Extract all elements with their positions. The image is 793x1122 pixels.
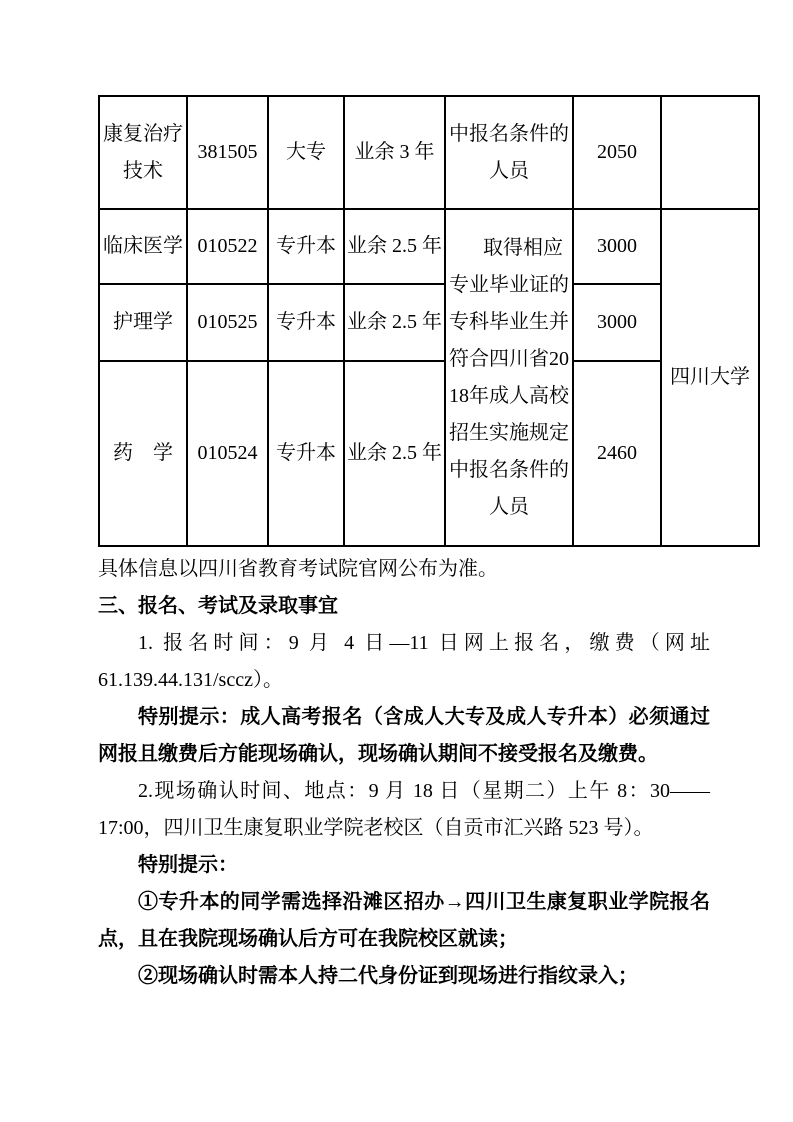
enrollment-fee-table: [98, 95, 760, 547]
duration-cell: 业余 2.5 年: [344, 361, 445, 546]
level-cell: 专升本: [268, 209, 344, 284]
paragraph-special-notice-1: 特别提示：成人高考报名（含成人大专及成人专升本）必须通过网报且缴费后方能现场确认，现场确认期间不接受报名及缴费。: [98, 706, 710, 765]
table-row: [99, 209, 759, 284]
code-cell: 010524: [187, 361, 268, 546]
code-cell: 010522: [187, 209, 268, 284]
table-row: [99, 96, 759, 209]
table-row: [99, 361, 759, 546]
paragraph-notice-item-1: ①专升本的同学需选择沿滩区招办→四川卫生康复职业学院报名点，且在我院现场确认后方可在我院校区就读；: [98, 891, 710, 950]
paragraph-registration-time: 1. 报名时间：9 月 4 日—11 日网上报名，缴费（网址 61.139.44.131/sccz）。: [98, 632, 710, 691]
school-merged-cell: 四川大学: [661, 209, 759, 546]
major-cell: 康复治疗技术: [99, 96, 187, 209]
official-note: 具体信息以四川省教育考试院官网公布为准。: [98, 558, 498, 580]
level-cell: 专升本: [268, 361, 344, 546]
tuition-cell: 2050: [573, 96, 661, 209]
major-cell: 护理学: [99, 284, 187, 361]
level-cell: 大专: [268, 96, 344, 209]
requirement-cell: 中报名条件的人员: [445, 96, 573, 209]
code-cell: 010525: [187, 284, 268, 361]
major-cell: 药 学: [99, 361, 187, 546]
paragraph-notice-item-2: ②现场确认时需本人持二代身份证到现场进行指纹录入；: [138, 965, 638, 987]
tuition-cell: 3000: [573, 209, 661, 284]
duration-cell: 业余 2.5 年: [344, 209, 445, 284]
requirement-merged-cell: 取得相应专业毕业证的专科毕业生并符合四川省2018年成人高校招生实施规定中报名条件的人员: [445, 209, 573, 546]
code-cell: 381505: [187, 96, 268, 209]
tuition-cell: 3000: [573, 284, 661, 361]
paragraph-special-notice-2-label: 特别提示：: [138, 854, 238, 876]
paragraph-onsite-confirmation: 2.现场确认时间、地点：9 月 18 日（星期二）上午 8：30——17:00，四川卫生康复职业学院老校区（自贡市汇兴路 523 号）。: [98, 780, 710, 839]
major-cell: 临床医学: [99, 209, 187, 284]
table-row: [99, 284, 759, 361]
duration-cell: 业余 3 年: [344, 96, 445, 209]
tuition-cell: 2460: [573, 361, 661, 546]
duration-cell: 业余 2.5 年: [344, 284, 445, 361]
level-cell: 专升本: [268, 284, 344, 361]
section-heading: 三、报名、考试及录取事宜: [98, 595, 338, 617]
body-text: [98, 551, 710, 995]
school-cell-empty: [661, 96, 759, 209]
